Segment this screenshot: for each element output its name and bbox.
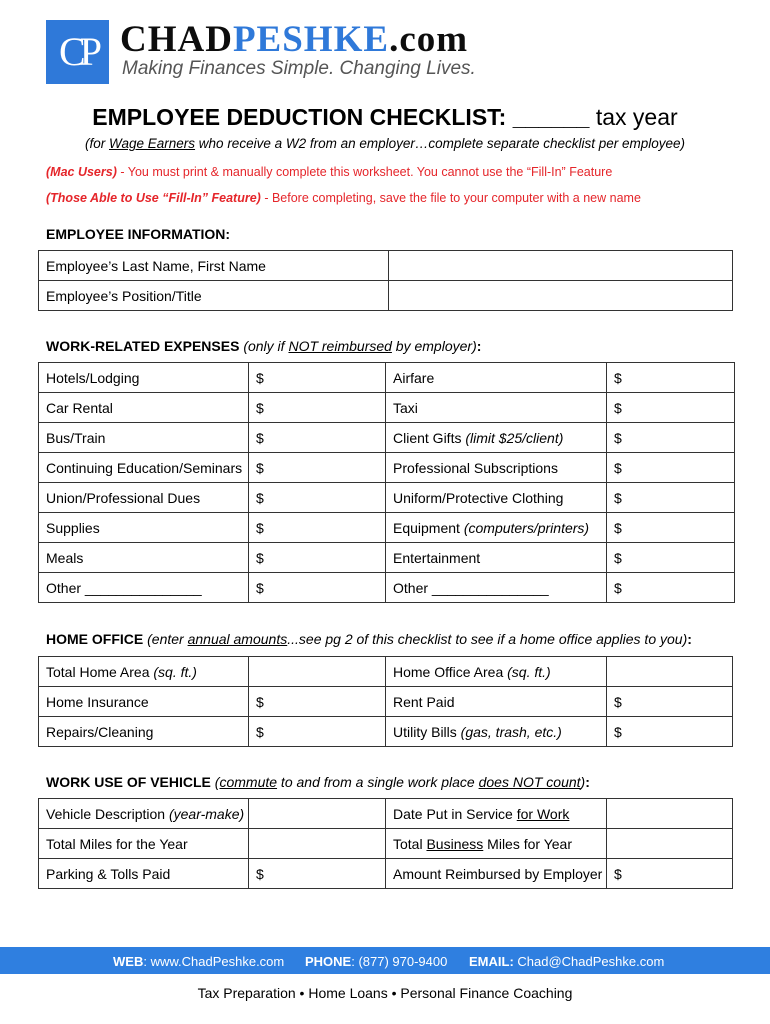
employee-info-table <box>38 250 733 311</box>
utility-bills-field[interactable]: $ <box>607 717 733 747</box>
date-in-service-label <box>386 799 607 829</box>
home-insurance-label <box>39 687 249 717</box>
expense-label-left: Union/Professional Dues <box>39 483 249 513</box>
repairs-cleaning-field[interactable]: $ <box>249 717 386 747</box>
expense-label-left: Car Rental <box>39 393 249 423</box>
expense-label-right-text: Entertainment <box>393 549 481 566</box>
expense-label-right <box>386 543 607 573</box>
parking-tolls-label <box>39 859 249 889</box>
expense-label-left: Hotels/Lodging <box>39 363 249 393</box>
rent-paid-text: Rent Paid <box>393 693 455 710</box>
repairs-cleaning-label <box>39 717 249 747</box>
expense-label-right <box>386 513 607 543</box>
footer-services: Tax Preparation • Home Loans • Personal Finance Coaching <box>197 985 573 1001</box>
work-expenses-heading-post: by employer) <box>391 338 477 354</box>
expense-label-right <box>386 453 607 483</box>
expense-amount-left[interactable]: $ <box>249 573 386 603</box>
vehicle-heading-mid: to and from a single work place <box>277 774 479 790</box>
expense-amount-left[interactable]: $ <box>249 543 386 573</box>
total-miles-field[interactable] <box>249 829 386 859</box>
business-miles-pre: Total <box>393 835 427 852</box>
title-rest: tax year <box>589 104 678 130</box>
fill-in-label: (Those Able to Use “Fill-In” Feature) <box>46 191 261 205</box>
home-insurance-text: Home Insurance <box>46 693 149 710</box>
utility-bills-label <box>386 717 607 747</box>
table-row <box>39 543 735 573</box>
total-miles-text: Total Miles for the Year <box>46 835 188 852</box>
employee-name-field[interactable] <box>389 251 733 281</box>
expense-amount-right[interactable]: $ <box>607 513 735 543</box>
table-row <box>39 657 733 687</box>
vehicle-heading-not-count: does NOT count <box>478 774 581 790</box>
subtitle <box>0 136 770 151</box>
work-expenses-heading-pre: (only if <box>239 338 289 354</box>
expense-label-right-text: Other _______________ <box>393 579 549 596</box>
table-row <box>39 453 735 483</box>
total-home-area-field[interactable] <box>249 657 386 687</box>
expense-label-right-note: (computers/printers) <box>463 519 590 536</box>
business-miles-label <box>386 829 607 859</box>
footer-email-label: EMAIL: <box>469 954 514 969</box>
work-expenses-table <box>38 362 735 603</box>
table-row <box>39 687 733 717</box>
total-home-area-note: (sq. ft.) <box>153 663 197 680</box>
table-row <box>39 513 735 543</box>
table-row <box>39 799 733 829</box>
home-office-heading-bold: HOME OFFICE <box>46 631 144 647</box>
rent-paid-label <box>386 687 607 717</box>
expense-label-right-note: (limit $25/client) <box>465 429 564 446</box>
table-row <box>39 483 735 513</box>
expense-label-right-text: Airfare <box>393 369 435 386</box>
title-bold: EMPLOYEE DEDUCTION CHECKLIST: ______ <box>92 104 590 130</box>
footer-web-label: WEB <box>113 954 144 969</box>
parking-tolls-text: Parking & Tolls Paid <box>46 865 171 882</box>
home-office-table <box>38 656 733 747</box>
home-office-heading-post: ...see pg 2 of this checklist to see if a home office applies to you) <box>287 631 688 647</box>
expense-label-right <box>386 483 607 513</box>
table-row <box>39 717 733 747</box>
expense-amount-right[interactable]: $ <box>607 363 735 393</box>
subtitle-post: who receive a W2 from an employer…complete separate checklist per employee) <box>195 136 686 151</box>
subtitle-wage-earners: Wage Earners <box>109 136 196 151</box>
vehicle-description-field[interactable] <box>249 799 386 829</box>
vehicle-heading <box>46 774 590 790</box>
home-office-heading-underlined: annual amounts <box>187 631 288 647</box>
amount-reimbursed-label <box>386 859 607 889</box>
date-in-service-text: Date Put in Service <box>393 805 517 822</box>
total-home-area-label <box>39 657 249 687</box>
table-row <box>39 393 735 423</box>
subtitle-pre: (for <box>84 136 109 151</box>
table-row <box>39 281 733 311</box>
footer-email-value: Chad@ChadPeshke.com <box>513 954 665 969</box>
vehicle-heading-bold: WORK USE OF VEHICLE <box>46 774 211 790</box>
footer-email[interactable] <box>469 954 664 969</box>
expense-label-right-text: Uniform/Protective Clothing <box>393 489 564 506</box>
expense-amount-right[interactable]: $ <box>607 543 735 573</box>
employee-position-label: Employee’s Position/Title <box>39 281 389 311</box>
home-office-area-note: (sq. ft.) <box>507 663 551 680</box>
expense-label-right-text: Professional Subscriptions <box>393 459 558 476</box>
total-miles-label <box>39 829 249 859</box>
home-office-heading <box>46 631 692 647</box>
employee-info-heading <box>46 226 230 242</box>
expense-label-left: Meals <box>39 543 249 573</box>
footer-phone-label: PHONE <box>305 954 352 969</box>
vehicle-heading-colon: : <box>585 774 590 790</box>
expense-label-right <box>386 363 607 393</box>
vehicle-table <box>38 798 733 889</box>
utility-bills-text: Utility Bills <box>393 723 461 740</box>
work-expenses-heading <box>46 338 481 354</box>
expense-label-left: Continuing Education/Seminars <box>39 453 249 483</box>
home-office-heading-pre: (enter <box>143 631 188 647</box>
brand-name <box>120 18 468 61</box>
repairs-cleaning-text: Repairs/Cleaning <box>46 723 154 740</box>
fill-in-note <box>46 191 641 205</box>
expense-label-left: Other _______________ <box>39 573 249 603</box>
employee-info-heading-text: EMPLOYEE INFORMATION: <box>46 226 231 242</box>
mac-users-text: - You must print & manually complete this worksheet. You cannot use the “Fill-In” Feature <box>116 165 613 179</box>
mac-users-note <box>46 165 612 179</box>
vehicle-description-text: Vehicle Description <box>46 805 169 822</box>
employee-name-label: Employee’s Last Name, First Name <box>39 251 389 281</box>
footer-web[interactable] <box>113 954 284 969</box>
expense-label-left: Supplies <box>39 513 249 543</box>
vehicle-heading-commute: commute <box>219 774 278 790</box>
table-row <box>39 829 733 859</box>
vehicle-heading-post: ) <box>580 774 586 790</box>
expense-amount-left[interactable]: $ <box>249 513 386 543</box>
expense-amount-left[interactable]: $ <box>249 423 386 453</box>
expense-amount-left[interactable]: $ <box>249 363 386 393</box>
footer-phone-value: : (877) 970-9400 <box>351 954 448 969</box>
footer-phone[interactable] <box>305 954 447 969</box>
business-miles-field[interactable] <box>607 829 733 859</box>
vehicle-heading-pre: ( <box>210 774 220 790</box>
expense-amount-right[interactable]: $ <box>607 453 735 483</box>
home-office-area-field[interactable] <box>607 657 733 687</box>
brand-name-part1: CHAD <box>120 19 233 60</box>
amount-reimbursed-field[interactable]: $ <box>607 859 733 889</box>
parking-tolls-field[interactable]: $ <box>249 859 386 889</box>
date-in-service-field[interactable] <box>607 799 733 829</box>
table-row <box>39 573 735 603</box>
home-office-area-label <box>386 657 607 687</box>
expense-amount-right[interactable]: $ <box>607 423 735 453</box>
table-row <box>39 859 733 889</box>
brand-name-part2: PESHKE <box>232 19 390 60</box>
employee-position-field[interactable] <box>389 281 733 311</box>
work-expenses-heading-bold: WORK-RELATED EXPENSES <box>46 338 240 354</box>
home-insurance-field[interactable]: $ <box>249 687 386 717</box>
expense-amount-right[interactable]: $ <box>607 483 735 513</box>
table-row <box>39 423 735 453</box>
work-expenses-heading-colon: : <box>476 338 482 354</box>
business-miles-post: Miles for Year <box>483 835 572 852</box>
logo-mark: CP <box>46 20 109 84</box>
table-row <box>39 363 735 393</box>
fill-in-text: - Before completing, save the file to your computer with a new name <box>260 191 641 205</box>
footer-web-value: : www.ChadPeshke.com <box>143 954 285 969</box>
business-miles-underlined: Business <box>426 835 484 852</box>
mac-users-label: (Mac Users) <box>46 165 117 179</box>
expense-label-left: Bus/Train <box>39 423 249 453</box>
expense-amount-left[interactable]: $ <box>249 483 386 513</box>
vehicle-description-note: (year-make) <box>168 805 245 822</box>
expense-label-right-text: Taxi <box>393 399 418 416</box>
utility-bills-note: (gas, trash, etc.) <box>460 723 562 740</box>
expense-amount-right[interactable]: $ <box>607 393 735 423</box>
brand-name-part3: .com <box>389 19 469 60</box>
footer-contact-bar <box>0 947 770 974</box>
expense-label-right <box>386 573 607 603</box>
expense-amount-left[interactable]: $ <box>249 393 386 423</box>
expense-label-right <box>386 423 607 453</box>
rent-paid-field[interactable]: $ <box>607 687 733 717</box>
brand-tagline: Making Finances Simple. Changing Lives. <box>122 58 476 79</box>
vehicle-description-label <box>39 799 249 829</box>
page-title <box>0 104 770 131</box>
home-office-heading-colon: : <box>687 631 692 647</box>
date-in-service-underlined: for Work <box>516 805 570 822</box>
table-row <box>39 251 733 281</box>
expense-label-right-text: Client Gifts <box>393 429 466 446</box>
work-expenses-heading-underlined: NOT reimbursed <box>288 338 392 354</box>
expense-amount-left[interactable]: $ <box>249 453 386 483</box>
expense-label-right <box>386 393 607 423</box>
amount-reimbursed-text: Amount Reimbursed by Employer <box>393 865 603 882</box>
expense-amount-right[interactable]: $ <box>607 573 735 603</box>
total-home-area-text: Total Home Area <box>46 663 154 680</box>
expense-label-right-text: Equipment <box>393 519 464 536</box>
home-office-area-text: Home Office Area <box>393 663 508 680</box>
